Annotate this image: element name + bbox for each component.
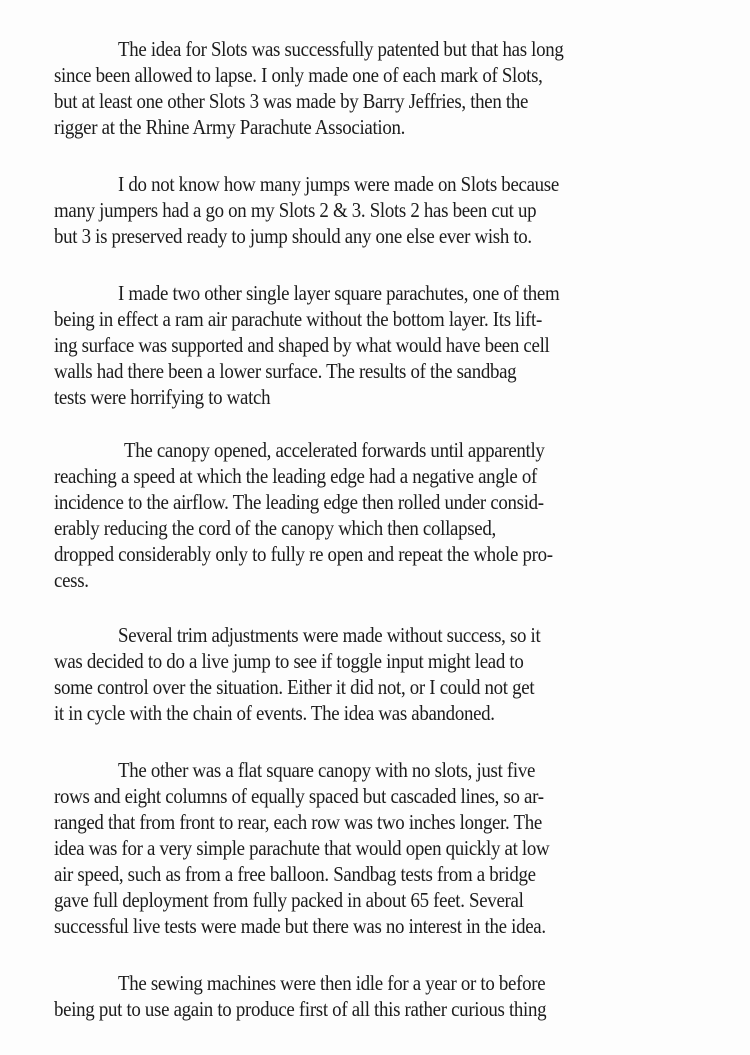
text-line: Several trim adjustments were made without success, so it — [118, 623, 541, 647]
text-line: I made two other single layer square parachutes, one of them — [118, 281, 560, 305]
text-line: idea was for a very simple parachute that would open quickly at low — [54, 836, 550, 860]
text-line: reaching a speed at which the leading edge had a negative angle of — [54, 464, 537, 488]
text-line: but 3 is preserved ready to jump should any one else ever wish to. — [54, 224, 532, 248]
text-line: but at least one other Slots 3 was made by Barry Jeffries, then the — [54, 89, 529, 113]
text-line: The sewing machines were then idle for a year or to before — [118, 971, 546, 995]
text-line: I do not know how many jumps were made on Slots because — [118, 172, 559, 196]
text-line: gave full deployment from fully packed in about 65 feet. Several — [54, 888, 524, 912]
text-line: The idea for Slots was successfully patented but that has long — [118, 37, 564, 61]
text-line: dropped considerably only to fully re open and repeat the whole pro- — [54, 542, 553, 566]
text-line: The other was a flat square canopy with no slots, just five — [118, 758, 536, 782]
text-line: The canopy opened, accelerated forwards until apparently — [124, 438, 545, 462]
text-line: walls had there been a lower surface. The results of the sandbag — [54, 359, 517, 383]
text-line: some control over the situation. Either it did not, or I could not get — [54, 675, 535, 699]
text-line: being put to use again to produce first of all this rather curious thing — [54, 997, 547, 1021]
text-line: ing surface was supported and shaped by what would have been cell — [54, 333, 550, 357]
text-line: rigger at the Rhine Army Parachute Association. — [54, 115, 406, 139]
text-line: was decided to do a live jump to see if toggle input might lead to — [54, 649, 524, 673]
text-line: many jumpers had a go on my Slots 2 & 3. Slots 2 has been cut up — [54, 198, 537, 222]
text-line: incidence to the airflow. The leading edge then rolled under consid- — [54, 490, 544, 514]
text-line: it in cycle with the chain of events. The idea was abandoned. — [54, 701, 495, 725]
text-line: since been allowed to lapse. I only made one of each mark of Slots, — [54, 63, 543, 87]
text-line: being in effect a ram air parachute without the bottom layer. Its lift- — [54, 307, 542, 331]
text-line: cess. — [54, 568, 89, 592]
text-line: erably reducing the cord of the canopy which then collapsed, — [54, 516, 496, 540]
text-line: ranged that from front to rear, each row was two inches longer. The — [54, 810, 542, 834]
text-line: tests were horrifying to watch — [54, 385, 271, 409]
text-line: air speed, such as from a free balloon. Sandbag tests from a bridge — [54, 862, 536, 886]
text-line: rows and eight columns of equally spaced but cascaded lines, so ar- — [54, 784, 544, 808]
text-line: successful live tests were made but there was no interest in the idea. — [54, 914, 546, 938]
